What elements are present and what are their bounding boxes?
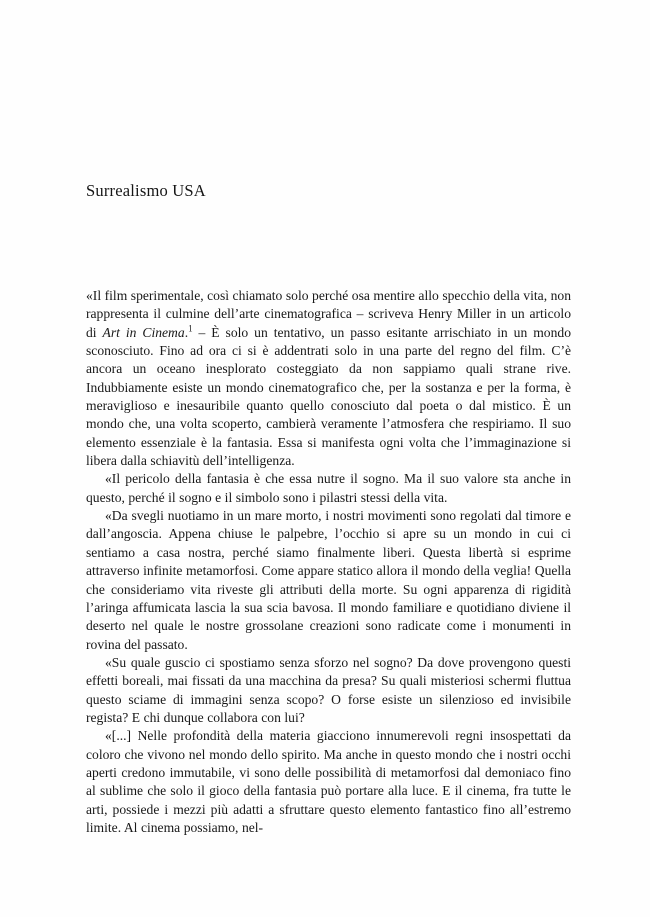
paragraph-4: «Su quale guscio ci spostiamo senza sforzo nel sogno? Da dove provengono questi effetti boreali, mai fissati da una macchina da presa? Su quali misteriosi schermi fluttua questo sciame di immagini senza scopo? O forse esiste un silenzioso ed invisibile regista? E chi dunque collabora con lui? (86, 654, 571, 725)
paragraph-3: «Da svegli nuotiamo in un mare morto, i nostri movimenti sono regolati dal timore e dall’angoscia. Appena chiuse le palpebre, l’occhio si apre su un mondo in cui ci sentiamo a casa nostra, perché siamo finalmente liberi. Questa libertà si esprime attraverso infinite metamorfosi. Come appare statico allora il mondo della veglia! Quella che consideriamo vita riveste gli attributi della morte. Su ogni apparenza di rigidità l’aringa affumicata lascia la sua scia bavosa. Il mondo familiare e quotidiano diviene il deserto nel quale le nostre grossolane creazioni sono radicate come i monumenti in rovina del passato. (86, 508, 571, 652)
paragraph-1-lead: «Il film sperimentale, così chiamato solo perché osa mentire allo specchio della vita, non rappresenta il culmine dell’arte cinematografica – scriveva Henry Miller in un articolo di (86, 288, 571, 340)
paragraph-5: «[...] Nelle profondità della materia giacciono innumerevoli regni insospettati da coloro che vivono nel mondo dello spirito. Ma anche in questo mondo che i nostri occhi aperti credono immutabile, vi sono delle possibilità di metamorfosi dal demoniaco fino al sublime che solo il gioco della fantasia può portare alla luce. E il cinema, fra tutte le arti, possiede i mezzi più adatti a sfruttare questo elemento fantastico fino all’estremo limite. Al cinema possiamo, nel- (86, 728, 571, 835)
body-text-block (86, 287, 571, 837)
paragraph-1-tail: . (184, 324, 189, 340)
paragraph-1-rest: – È solo un tentativo, un passo esitante arrischiato in un mondo sconosciuto. Fino ad ora ci si è addentrati solo in una parte del regno del film. C’è ancora un oceano inesplorato costeggiato da non sappiamo quali strane rive. Indubbiamente esiste un mondo cinematografico che, per la sostanza e per la forma, è meraviglioso e inesauribile quanto quello conosciuto dal poeta o dal mistico. È un mondo che, una volta scoperto, cambierà veramente l’atmosfera che respiriamo. Il suo elemento essenziale è la fantasia. Essa si manifesta ogni volta che l’immaginazione si libera dalla schiavitù dell’intelligenza. (86, 324, 571, 469)
page-title: Surrealismo USA (86, 181, 206, 200)
footnote-reference-1[interactable]: 1 (188, 323, 193, 334)
paragraph-2: «Il pericolo della fantasia è che essa nutre il sogno. Ma il suo valore sta anche in questo, perché il sogno e il simbolo sono i pilastri stessi della vita. (86, 471, 571, 505)
paragraph-1 (86, 287, 571, 470)
cited-work-title: Art in Cinema (102, 324, 185, 340)
